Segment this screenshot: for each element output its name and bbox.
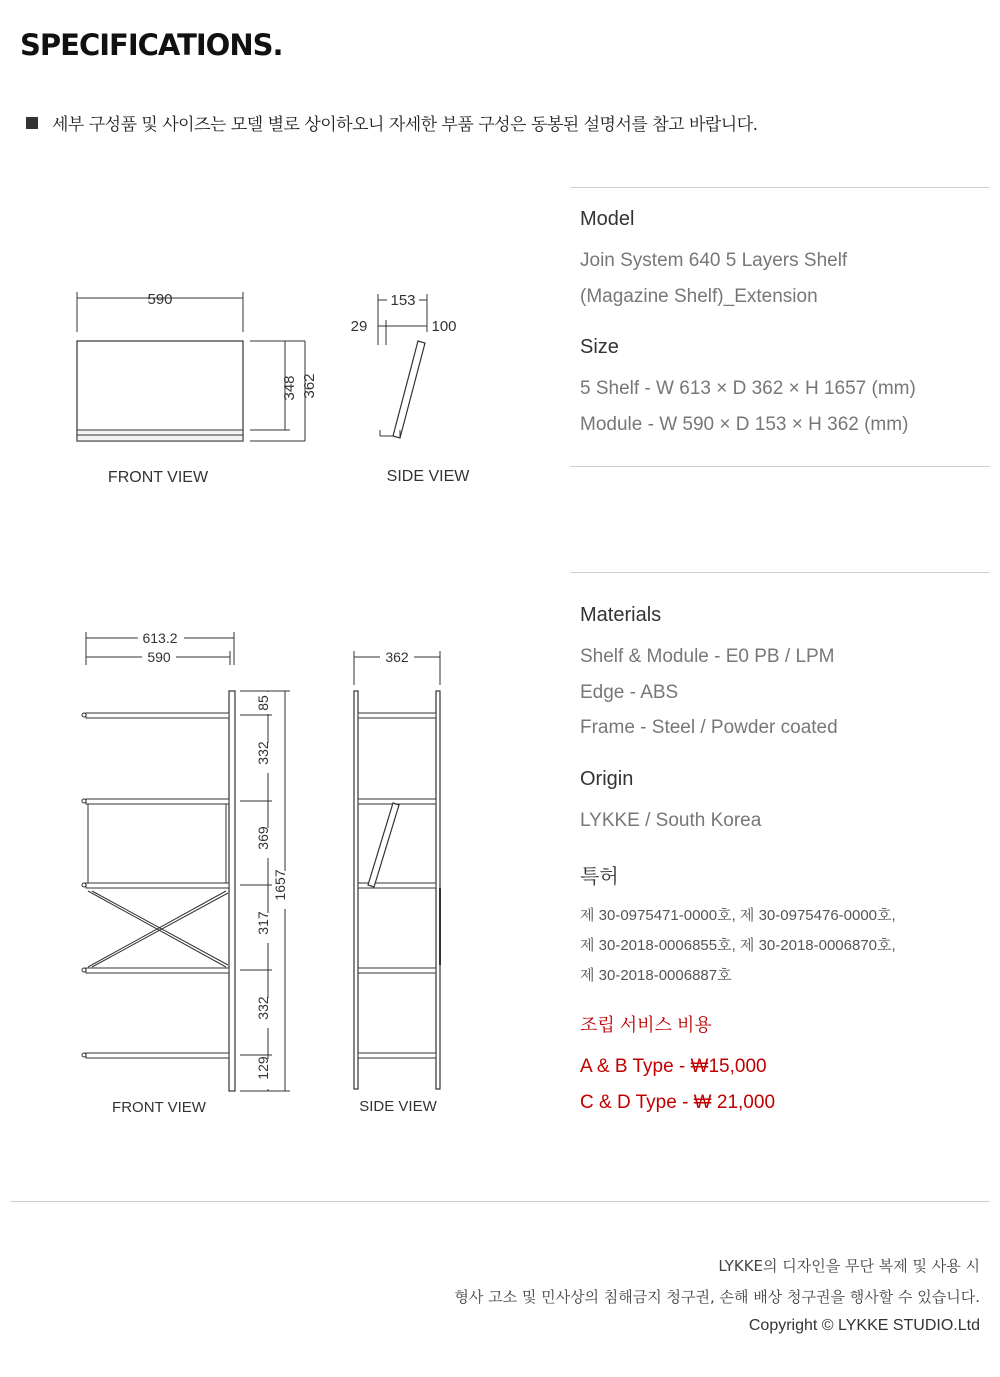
materials-line: Edge - ABS bbox=[580, 681, 679, 703]
materials-line: Frame - Steel / Powder coated bbox=[580, 717, 838, 738]
patent-heading: 특허 bbox=[580, 866, 619, 888]
dim-total: 1657 bbox=[272, 869, 288, 901]
model-line: Join System 640 5 Layers Shelf bbox=[580, 250, 848, 271]
size-line: 5 Shelf - W 613 × D 362 × H 1657 (mm) bbox=[580, 378, 916, 399]
dim-seg-4: 317 bbox=[255, 911, 271, 935]
module-diagram bbox=[0, 270, 520, 500]
notice-text: 세부 구성품 및 사이즈는 모델 별로 상이하오니 자세한 부품 구성은 동봉된 설명서를 참고 바랍니다. bbox=[52, 115, 758, 135]
service-line: A & B Type - ₩15,000 bbox=[580, 1056, 767, 1077]
divider bbox=[10, 1201, 990, 1202]
dim-inner: 590 bbox=[147, 649, 171, 665]
size-heading: Size bbox=[580, 336, 619, 358]
divider bbox=[570, 187, 990, 188]
model-heading: Model bbox=[580, 208, 635, 230]
front-view-label: FRONT VIEW bbox=[107, 469, 209, 486]
bullet-square-icon bbox=[26, 117, 38, 129]
service-line: C & D Type - ₩ 21,000 bbox=[580, 1091, 776, 1113]
dim-depth: 153 bbox=[390, 292, 416, 309]
dim-seg-5: 332 bbox=[255, 996, 271, 1020]
service-heading: 조립 서비스 비용 bbox=[580, 1015, 712, 1035]
spec-model-size bbox=[580, 208, 990, 442]
dim-d1: 29 bbox=[350, 318, 368, 335]
divider bbox=[570, 572, 990, 573]
patent-line: 제 30-2018-0006887호 bbox=[580, 967, 732, 984]
footer-line-2: 형사 고소 및 민사상의 침해금지 청구권, 손해 배상 청구권을 행사할 수 있습니다. bbox=[454, 1288, 980, 1306]
dim-seg-6: 129 bbox=[255, 1056, 271, 1080]
dim-side-depth: 362 bbox=[385, 649, 409, 665]
patent-line: 제 30-0975471-0000호, 제 30-0975476-0000호, bbox=[580, 907, 896, 924]
materials-line: Shelf & Module - E0 PB / LPM bbox=[580, 646, 835, 667]
notice bbox=[26, 110, 758, 135]
spec-materials bbox=[580, 604, 990, 1120]
dim-seg-2: 332 bbox=[255, 741, 271, 765]
front-view-label: FRONT VIEW bbox=[112, 1099, 206, 1116]
dim-width: 590 bbox=[147, 291, 173, 308]
dim-seg-3: 369 bbox=[255, 826, 271, 850]
dim-d2: 100 bbox=[431, 318, 457, 335]
materials-heading: Materials bbox=[580, 604, 662, 626]
dim-h2: 362 bbox=[301, 373, 318, 399]
divider bbox=[570, 466, 990, 467]
dim-outer: 613.2 bbox=[142, 630, 178, 646]
copyright: Copyright © LYKKE STUDIO.Ltd bbox=[748, 1317, 980, 1334]
side-view-label: SIDE VIEW bbox=[359, 1098, 437, 1115]
patent-line: 제 30-2018-0006855호, 제 30-2018-0006870호, bbox=[580, 937, 896, 954]
footer-line-1: LYKKE의 디자인을 무단 복제 및 사용 시 bbox=[718, 1257, 980, 1275]
shelf-diagram bbox=[0, 625, 520, 1125]
origin-line: LYKKE / South Korea bbox=[580, 809, 762, 831]
origin-heading: Origin bbox=[580, 767, 634, 790]
page-title: SPECIFICATIONS. bbox=[20, 28, 283, 62]
dim-h1: 348 bbox=[281, 375, 298, 401]
model-line: (Magazine Shelf)_Extension bbox=[580, 285, 818, 307]
dim-seg-1: 85 bbox=[255, 695, 271, 711]
side-view-label: SIDE VIEW bbox=[386, 468, 470, 485]
size-line: Module - W 590 × D 153 × H 362 (mm) bbox=[580, 413, 909, 435]
